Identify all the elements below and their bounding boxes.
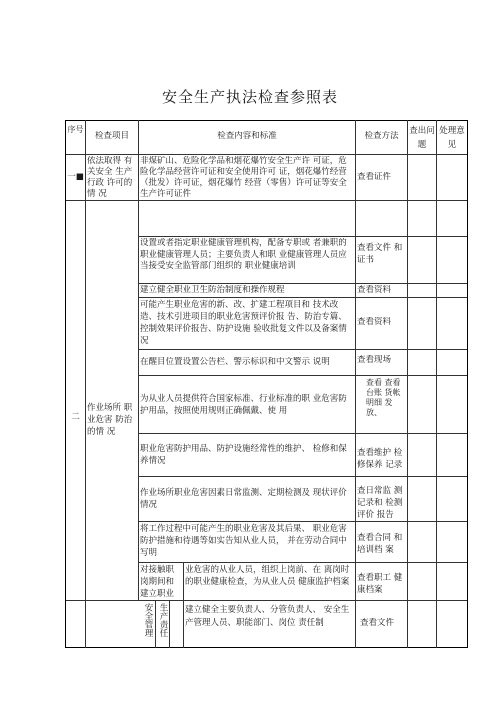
row-method: 查看合同 和培训档 案 (357, 533, 403, 555)
header-method: 检查方法 (364, 131, 399, 141)
section3-method: 查看文件 (360, 618, 395, 628)
section3-subitem: 安全管理 (143, 603, 153, 637)
row-content: 作业场所职业危害因素日常监测、定期检测及 现状评价情况 (140, 488, 347, 510)
row-content: 为从业人员提供符合国家标准、行业标准的职 业危害防护用品，按照使用规则正确佩戴、使 用 (140, 394, 347, 416)
row-subitem: 对接触职 岗期间和 建立职业 (140, 565, 175, 599)
row-method: 查日常监 测记录和 检测评价 报告 (357, 486, 403, 520)
row-method: 查看资料 (357, 285, 392, 295)
row-content: 职业危害防护用品、防护设施经常性的维护、 检修和保养情况 (140, 444, 347, 466)
row-content: 可能产生职业危害的新、改、扩建工程项目和 技术改造、技术引进项目的职业危害预评价报 告、防治专篇、控制效果评价报告、防护设施 验收批复文件以及备案情况 (140, 300, 347, 346)
section1-method: 查看证件 (357, 172, 392, 182)
row-method: 查看现场 (357, 355, 392, 365)
row-method: 查看 查看 台账 货帐 明细 发放、 (366, 378, 401, 417)
header-seq: 序号 (67, 125, 84, 134)
section1-item: 依法取得 有关安全 生产行政 许可的情 况 (87, 156, 133, 199)
row-content: 业危害的从业人员，组织上岗前、在 离岗时的职业健康检查，为从业人员 健康监护档案 (185, 565, 350, 587)
section2-item: 作业场所 职业危害 防治的情 况 (87, 403, 133, 437)
header-item: 检查项目 (94, 131, 129, 141)
section3-content: 建立健全主要负责人、分管负责人、 安全生产管理人员、职能部门、岗位 责任制 (185, 605, 350, 628)
header-disposal: 处理意见 (439, 126, 465, 150)
section1-content: 非煤矿山、危险化学品和烟花爆竹安全生产许 可证，危险化学品经营许可证和安全使用许可 证，烟花爆竹经营（批发）许可证，烟花爆竹 经营（零售）许可证等安全生产许可证件 (140, 156, 347, 199)
section2-seq: 二 (71, 412, 80, 422)
header-issues: 查出问题 (409, 126, 435, 150)
page-title: 安全生产执法检查参照表 (161, 88, 338, 106)
section1-seq: 一■ (67, 172, 84, 182)
row-content: 将工作过程中可能产生的职业危害及其后果、 职业危害防护措施和待遇等如实告知从业人员， 并在劳动合同中写明 (140, 524, 347, 558)
row-content: 设置或者指定职业健康管理机构，配备专职或 者兼职的职业健康管理人员；主要负责人和职 业健康管理人员应当接受安全监管部门组织的 职业健康培训 (140, 238, 347, 271)
header-content: 检查内容和标准 (217, 131, 277, 141)
section3-subitem: 生产责任 (158, 603, 168, 637)
row-method: 查看维护 检修保养 记录 (357, 448, 403, 470)
row-method: 查看资料 (357, 317, 392, 327)
row-method: 查看文件 和证书 (357, 243, 403, 265)
row-content: 在醒目位置设置公告栏、警示标识和中文警示 说明 (140, 357, 330, 367)
row-method: 查看职工 健康档案 (357, 573, 403, 595)
row-content: 建立健全职业卫生防治制度和操作规程 (140, 285, 285, 295)
